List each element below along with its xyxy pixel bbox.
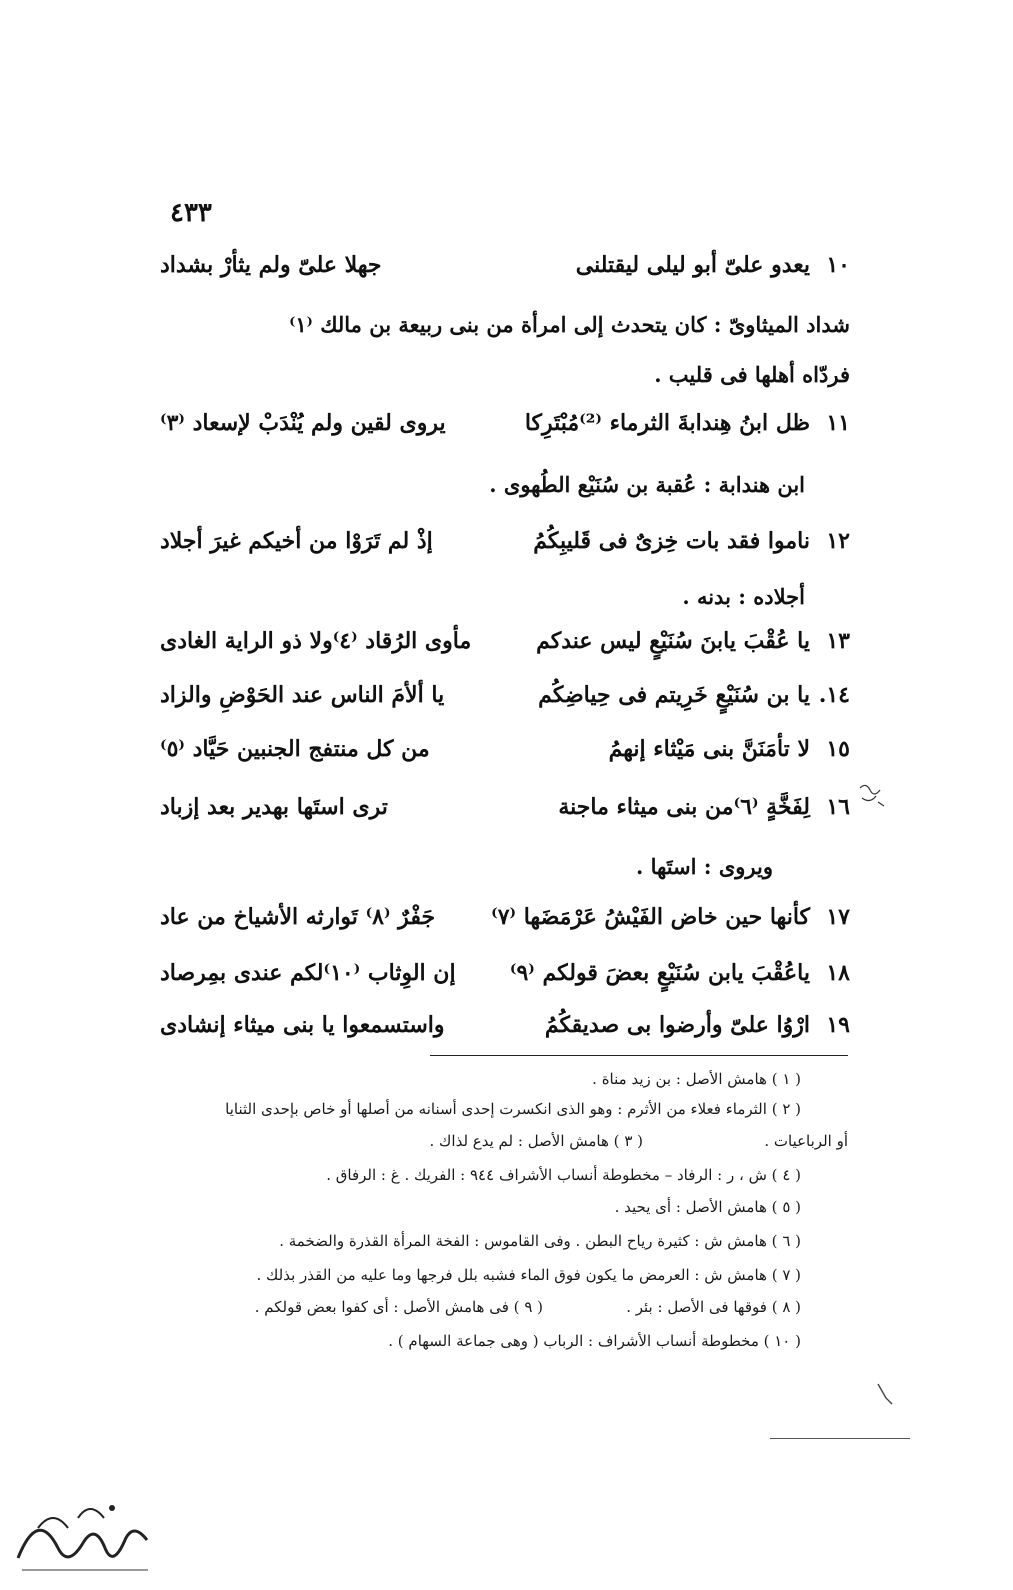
- verse-number: ١٦: [826, 794, 850, 820]
- verse-number: ١١: [826, 410, 850, 436]
- footnote: أو الرباعيات .: [764, 1132, 848, 1150]
- verse-line: [160, 736, 850, 784]
- verse-second-hemistich: واستسمعوا يا بنى ميثاء إنشادى: [160, 1012, 445, 1038]
- verse-number: ١٣: [826, 628, 850, 654]
- footnote-divider: [430, 1055, 848, 1056]
- verse-line: [160, 960, 850, 1008]
- verse-first-hemistich: ياعُقْبَ يابن سُنَيْعٍ بعضَ قولكم ⁽٩⁾: [509, 960, 810, 986]
- footnote: ( ٩ ) فى هامش الأصل : أى كفوا بعض قولكم .: [254, 1298, 543, 1316]
- verse-second-hemistich: من كل منتفج الجنبين حَيَّاد ⁽٥⁾: [160, 736, 430, 762]
- verse-number: ١٧: [826, 904, 850, 930]
- scan-mark-icon: [872, 1380, 902, 1410]
- verse-second-hemistich: إن الوِثاب ⁽١٠⁾لكم عندى بمِرصاد: [160, 960, 456, 986]
- verse-line: [160, 904, 850, 952]
- footnote: ( ٨ ) فوقها فى الأصل : بئر .: [626, 1298, 801, 1316]
- footnote: ( ٦ ) هامش ش : كثيرة رياح البطن . وفى القاموس : الفخة المرأة القذرة والضخمة .: [279, 1232, 801, 1250]
- commentary-line: ابن هندابة : عُقبة بن سُنَيْع الطُهوى .: [489, 472, 805, 497]
- verse-first-hemistich: ظل ابنُ هِندابةَ الثرماء ⁽²⁾مُبْتَرِكا: [524, 410, 810, 436]
- verse-number: ١٤.: [818, 682, 850, 708]
- verse-line: [160, 528, 850, 576]
- verse-number: ١٢: [826, 528, 850, 554]
- verse-second-hemistich: جهلا علىّ ولم يثأرْ بشداد: [160, 252, 382, 278]
- commentary-line: أجلاده : بدنه .: [682, 584, 805, 609]
- verse-number: ١٠: [826, 252, 850, 278]
- commentary-line: فردّاه أهلها فى قليب .: [654, 362, 850, 387]
- margin-scribble-icon: [856, 778, 890, 812]
- footnote: ( ٧ ) هامش ش : العرمض ما يكون فوق الماء فشبه بلل فرجها وما عليه من القذر بذلك .: [256, 1266, 801, 1284]
- footnote: ( ٢ ) الثرماء فعلاء من الأثرم : وهو الذى انكسرت إحدى أسنانه من أصلها أو خاص بإحدى الثنايا: [225, 1100, 801, 1118]
- verse-first-hemistich: يا بن سُنَيْعٍ خَرِيتم فى حِياضِكُم: [538, 682, 810, 708]
- verse-first-hemistich: ارْوُا علىّ وأرضوا بى صديقكُمُ: [544, 1012, 810, 1038]
- verse-number: ١٩: [826, 1012, 850, 1038]
- footnote: ( ١ ) هامش الأصل : بن زيد مناة .: [592, 1070, 801, 1088]
- verse-line: [160, 682, 850, 730]
- bottom-rule: [770, 1438, 910, 1439]
- verse-first-hemistich: يا عُقْبَ يابنَ سُنَيْعٍ ليس عندكم: [536, 628, 810, 654]
- verse-second-hemistich: إذْ لم تَرَوْا من أخيكم غيرَ أجلاد: [160, 528, 433, 554]
- footnote: ( ٥ ) هامش الأصل : أى يحيد .: [614, 1198, 801, 1216]
- footnote: ( ١٠ ) مخطوطة أنساب الأشراف : الرباب ( وهى جماعة السهام ) .: [388, 1332, 801, 1350]
- verse-number: ١٨: [826, 960, 850, 986]
- verse-second-hemistich: مأوى الرُقاد ⁽٤⁾ولا ذو الراية الغادى: [160, 628, 472, 654]
- verse-line: [160, 410, 850, 458]
- footnote: ( ٤ ) ش ، ر : الرفاد – مخطوطة أنساب الأشراف ٩٤٤ : الفريك . غ : الرفاق .: [326, 1166, 801, 1184]
- commentary-line: شداد الميثاوىّ : كان يتحدث إلى امرأة من بنى ربيعة بن مالك ⁽١⁾: [289, 312, 850, 337]
- verse-line: [160, 628, 850, 676]
- verse-second-hemistich: ترى استَها بهدير بعد إزباد: [160, 794, 388, 820]
- page-number: ٤٣٣: [170, 198, 212, 228]
- verse-second-hemistich: جَفْرٌ ⁽٨⁾ تَوارثه الأشياخ من عاد: [160, 904, 436, 930]
- footnote: ( ٣ ) هامش الأصل : لم يدع لذاك .: [429, 1132, 643, 1150]
- verse-first-hemistich: لِفَخَّةٍ ⁽٦⁾من بنى ميثاء ماجنة: [558, 794, 810, 820]
- verse-second-hemistich: يا ألأمَ الناس عند الحَوْضِ والزاد: [160, 682, 445, 708]
- verse-first-hemistich: كأنها حين خاض الفَيْشُ عَرْمَضَها ⁽٧⁾: [491, 904, 810, 930]
- verse-second-hemistich: يروى لقين ولم يُنْدَبْ لإسعاد ⁽٣⁾: [160, 410, 446, 436]
- verse-line: [160, 252, 850, 300]
- verse-line: [160, 1012, 850, 1060]
- verse-line: [160, 794, 850, 842]
- calligraphy-logo-icon: [8, 1488, 158, 1580]
- commentary-line: ويروى : استَها .: [636, 854, 773, 879]
- verse-number: ١٥: [826, 736, 850, 762]
- verse-first-hemistich: لا تأمَنَنَّ بنى مَيْثاء إنهمُ: [608, 736, 810, 762]
- verse-first-hemistich: يعدو علىّ أبو ليلى ليقتلنى: [575, 252, 810, 278]
- verse-first-hemistich: ناموا فقد بات خِزىٌ فى قَليبِكُمُ: [533, 528, 810, 554]
